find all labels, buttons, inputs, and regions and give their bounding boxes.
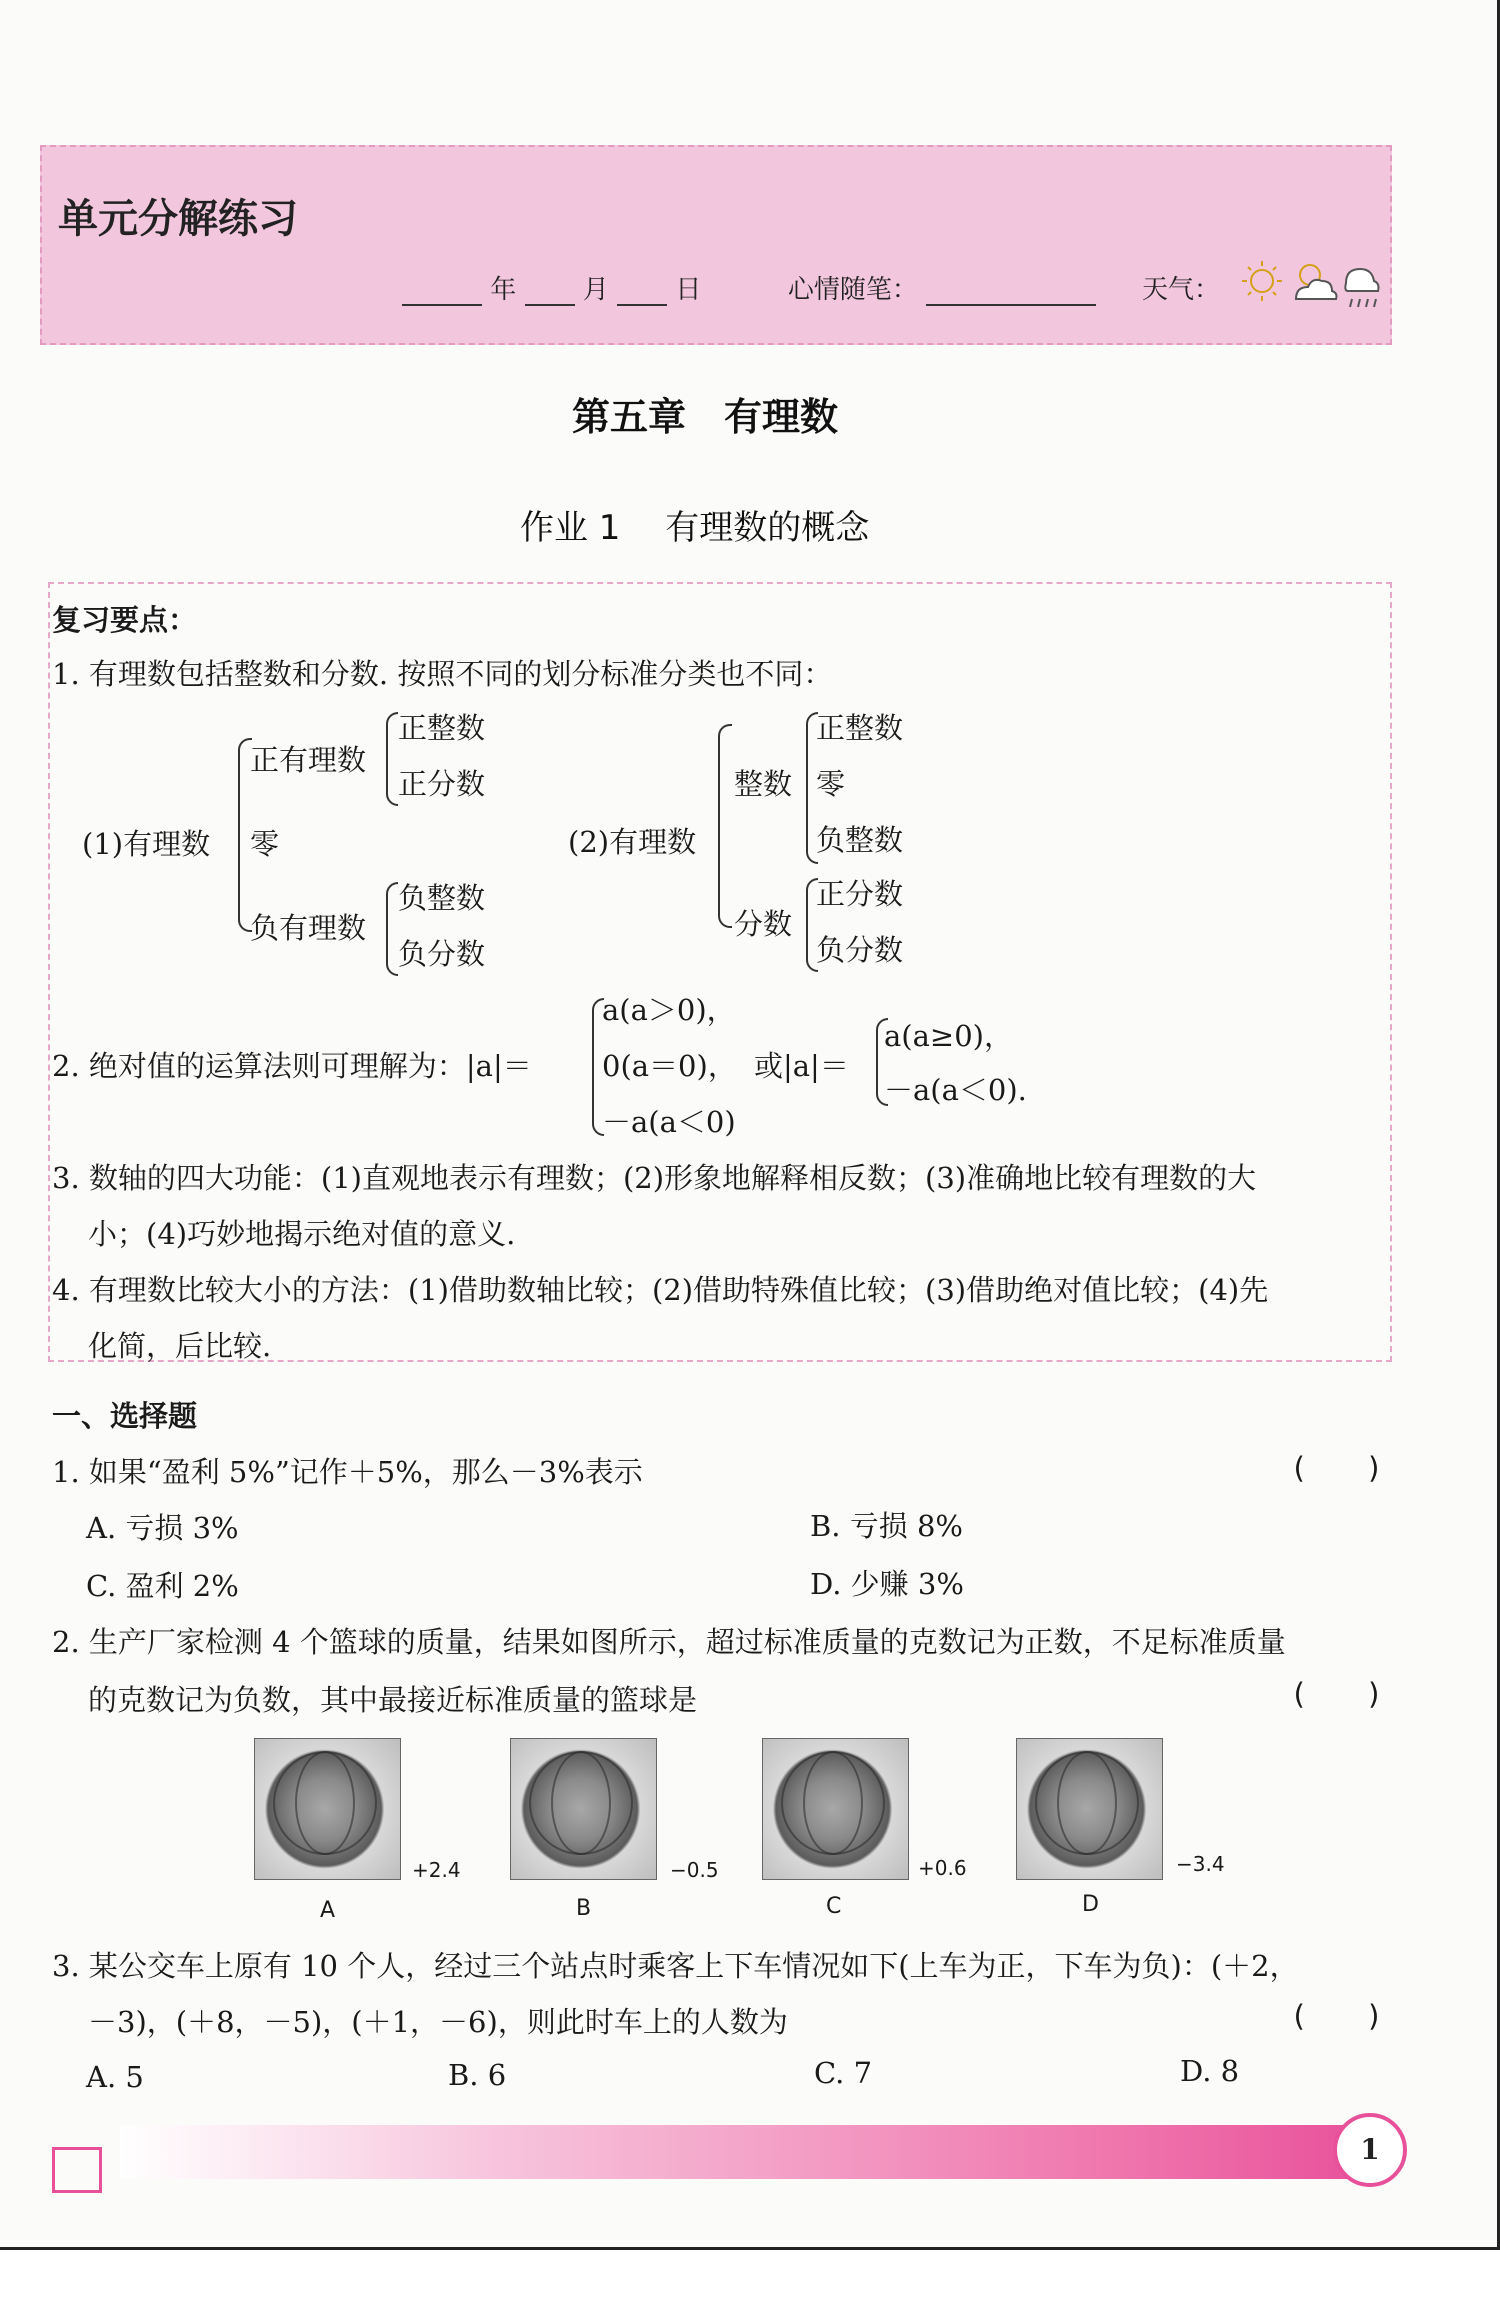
c2-pos-int: 正整数 bbox=[816, 711, 904, 745]
year-label: 年 bbox=[490, 275, 517, 305]
q3-line-2: －3)，(＋8，－5)，(＋1，－6)，则此时车上的人数为 bbox=[88, 2005, 788, 2039]
basketball-image-b bbox=[510, 1738, 657, 1880]
ball-c-value: +0.6 bbox=[918, 1856, 967, 1880]
q3-answer-paren[interactable]: ( ) bbox=[1290, 1999, 1383, 2033]
c1-root: (1)有理数 bbox=[82, 827, 211, 861]
abs-case-3: －a(a＜0) bbox=[602, 1105, 736, 1139]
date-row bbox=[402, 269, 1096, 306]
day-blank[interactable] bbox=[617, 278, 667, 306]
month-blank[interactable] bbox=[525, 278, 575, 306]
q3-option-a[interactable]: A. 5 bbox=[86, 2060, 144, 2094]
sun-icon[interactable] bbox=[1242, 261, 1282, 301]
abs-alt-2: －a(a＜0). bbox=[884, 1073, 1027, 1107]
basketball-image-c bbox=[762, 1738, 909, 1880]
c2-root: (2)有理数 bbox=[568, 825, 697, 859]
homework-title: 作业 1 有理数的概念 bbox=[520, 508, 870, 548]
rain-icon[interactable] bbox=[1345, 269, 1378, 307]
unit-header bbox=[40, 145, 1392, 345]
ball-a-value: +2.4 bbox=[412, 1858, 461, 1882]
abs-case-1: a(a＞0)， bbox=[602, 993, 736, 1027]
q2-line-1: 2. 生产厂家检测 4 个篮球的质量，结果如图所示，超过标准质量的克数记为正数，不足标准质量 bbox=[52, 1625, 1286, 1659]
review-heading: 复习要点： bbox=[52, 603, 198, 637]
day-label: 日 bbox=[675, 275, 702, 305]
weather-icons bbox=[1240, 247, 1380, 319]
abs-case-2: 0(a＝0)， bbox=[602, 1049, 737, 1083]
q1-option-c[interactable]: C. 盈利 2% bbox=[86, 1569, 239, 1603]
q3-option-b[interactable]: B. 6 bbox=[448, 2058, 507, 2092]
c2-pos-frac: 正分数 bbox=[816, 877, 904, 911]
c2-int: 整数 bbox=[734, 767, 793, 801]
review-point-2: 2. 绝对值的运算法则可理解为：|a|＝ bbox=[52, 1049, 532, 1083]
q1-option-a[interactable]: A. 亏损 3% bbox=[86, 1511, 239, 1545]
mood-blank[interactable] bbox=[926, 278, 1096, 306]
c1-neg-int: 负整数 bbox=[398, 881, 486, 915]
ball-b-label[interactable]: B bbox=[576, 1896, 592, 1921]
footer-corner-box bbox=[52, 2147, 102, 2193]
abs-or: 或|a|＝ bbox=[754, 1049, 849, 1083]
review-point-4-line-1: 4. 有理数比较大小的方法：(1)借助数轴比较；(2)借助特殊值比较；(3)借助绝对值比较；(4)先 bbox=[52, 1273, 1269, 1307]
c1-neg-frac: 负分数 bbox=[398, 937, 486, 971]
review-point-1: 1. 有理数包括整数和分数. 按照不同的划分标准分类也不同： bbox=[52, 657, 833, 691]
q3-option-c[interactable]: C. 7 bbox=[814, 2056, 873, 2090]
q3-line-1: 3. 某公交车上原有 10 个人，经过三个站点时乘客上下车情况如下(上车为正，下车为负)：(＋2， bbox=[52, 1949, 1299, 1983]
c1-pos-brace bbox=[386, 712, 398, 806]
partly-cloudy-icon[interactable] bbox=[1296, 265, 1337, 299]
ball-c-label[interactable]: C bbox=[826, 1894, 842, 1919]
page-number: 1 bbox=[1333, 2113, 1407, 2187]
q2-answer-paren[interactable]: ( ) bbox=[1290, 1677, 1383, 1711]
section-choice: 一、选择题 bbox=[52, 1399, 198, 1433]
c1-pos: 正有理数 bbox=[250, 743, 367, 777]
ball-a-label[interactable]: A bbox=[320, 1898, 336, 1923]
c1-neg-brace bbox=[386, 882, 398, 976]
abs-alt-1: a(a≥0)， bbox=[884, 1019, 1013, 1053]
year-blank[interactable] bbox=[402, 278, 482, 306]
q3-option-d[interactable]: D. 8 bbox=[1180, 2054, 1240, 2088]
ball-d-value: −3.4 bbox=[1176, 1852, 1225, 1876]
weather-label: 天气： bbox=[1142, 275, 1221, 305]
q1-option-d[interactable]: D. 少赚 3% bbox=[810, 1567, 964, 1601]
c2-neg-frac: 负分数 bbox=[816, 933, 904, 967]
c2-frac: 分数 bbox=[734, 907, 793, 941]
basketball-image-d bbox=[1016, 1738, 1163, 1880]
q1-answer-paren[interactable]: ( ) bbox=[1290, 1451, 1383, 1485]
chapter-title: 第五章 有理数 bbox=[572, 395, 839, 439]
ball-b-value: −0.5 bbox=[670, 1858, 719, 1882]
header-title: 单元分解练习 bbox=[58, 196, 298, 242]
basketball-image-a bbox=[254, 1738, 401, 1880]
q1-stem: 1. 如果“盈利 5%”记作＋5%，那么－3%表示 bbox=[52, 1455, 643, 1489]
c1-zero: 零 bbox=[250, 827, 280, 861]
review-point-4-line-2: 化简，后比较. bbox=[88, 1329, 272, 1363]
c1-pos-frac: 正分数 bbox=[398, 767, 486, 801]
month-label: 月 bbox=[582, 275, 609, 305]
c2-brace bbox=[718, 724, 732, 928]
c1-pos-int: 正整数 bbox=[398, 711, 486, 745]
c1-neg: 负有理数 bbox=[250, 911, 367, 945]
c2-neg-int: 负整数 bbox=[816, 823, 904, 857]
review-point-3-line-1: 3. 数轴的四大功能：(1)直观地表示有理数；(2)形象地解释相反数；(3)准确地比较有理数的大 bbox=[52, 1161, 1257, 1195]
ball-d-label[interactable]: D bbox=[1082, 1892, 1099, 1917]
q2-line-2: 的克数记为负数，其中最接近标准质量的篮球是 bbox=[88, 1683, 698, 1717]
footer-bar bbox=[120, 2125, 1380, 2179]
q1-option-b[interactable]: B. 亏损 8% bbox=[810, 1509, 963, 1543]
c2-zero: 零 bbox=[816, 767, 846, 801]
mood-label: 心情随笔： bbox=[787, 275, 918, 305]
review-point-3-line-2: 小；(4)巧妙地揭示绝对值的意义. bbox=[88, 1217, 516, 1251]
